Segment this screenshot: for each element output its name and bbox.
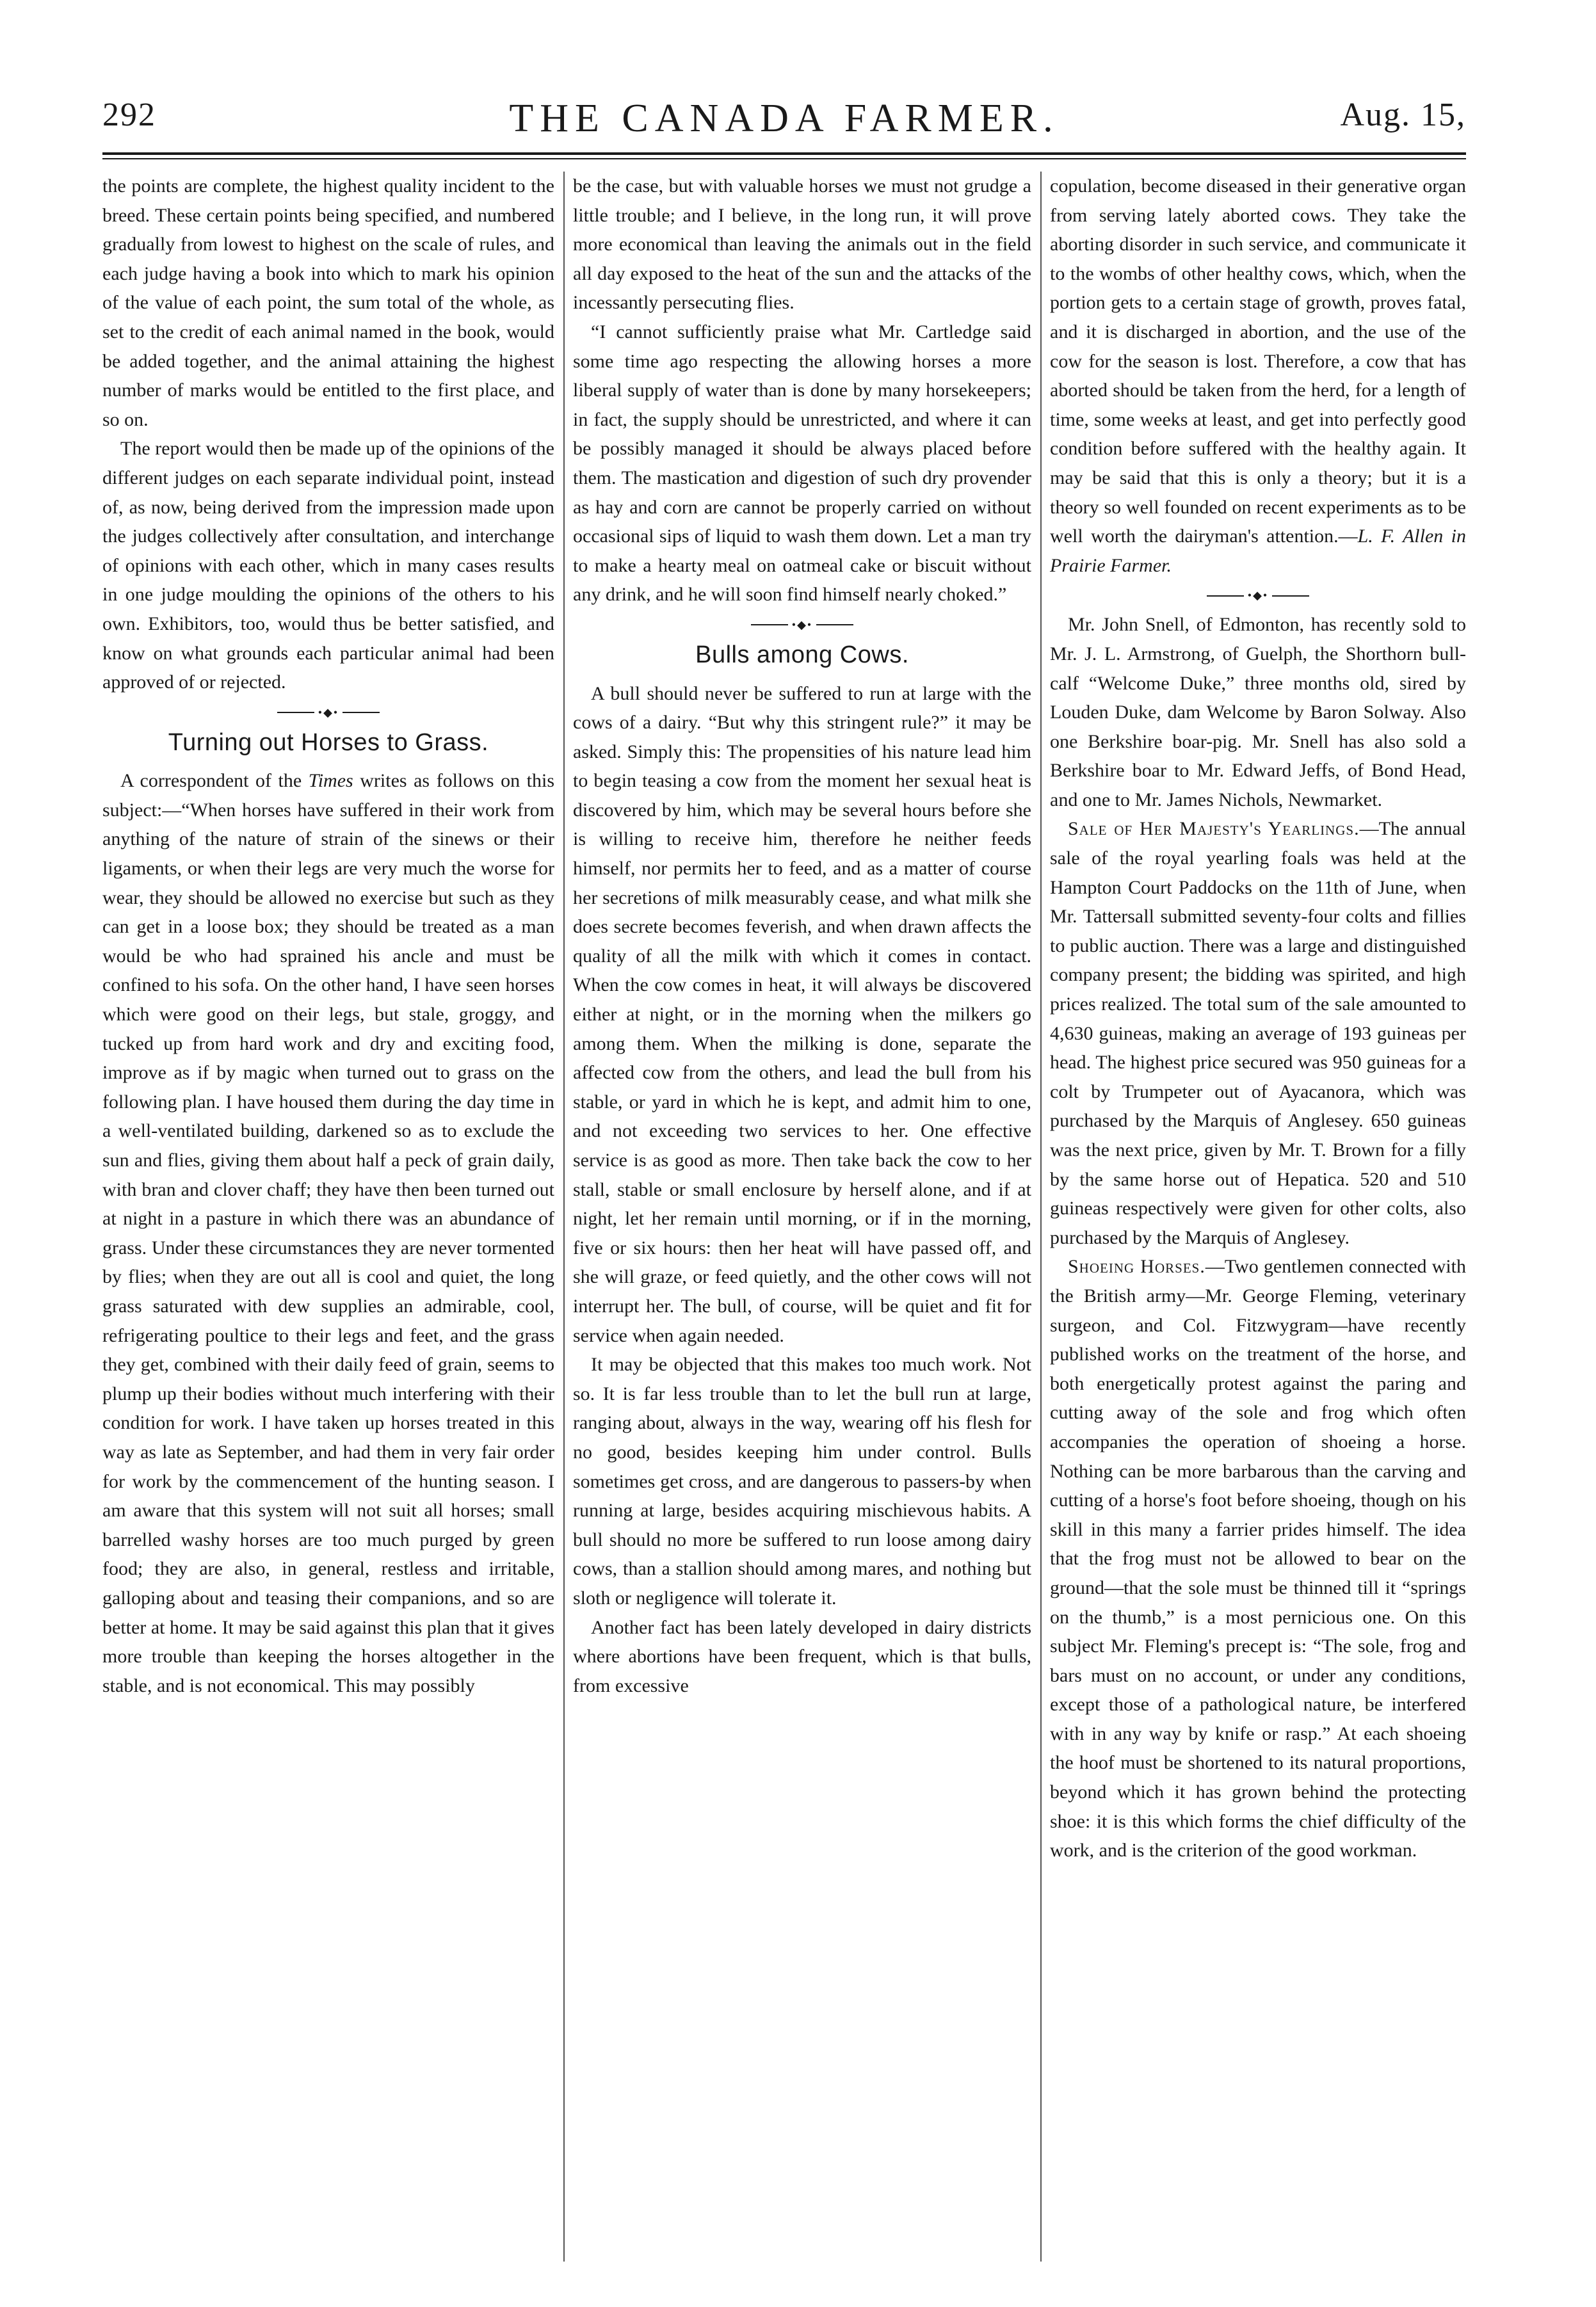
section-ornament: •◆• <box>573 615 1031 634</box>
column-2 <box>573 172 1031 1700</box>
paper-title: THE CANADA FARMER. <box>509 97 1060 140</box>
item-heading: Sale of Her Majesty's Yearlings. <box>1068 818 1360 840</box>
article-title-bulls-among-cows: Bulls among Cows. <box>695 641 909 668</box>
column-divider <box>1040 172 1042 2262</box>
paragraph: be the case, but with valuable horses we must not grudge a little trouble; and I believe, in the long run, it will prove more economical than leaving the animals out in the field all day exposed to the heat of the sun and the attacks of the incessantly persecuting flies. <box>573 175 1031 314</box>
paragraph: It may be objected that this makes too much work. Not so. It is far less trouble than to let the bull run at large, ranging about, always in the way, wearing off his flesh for no good, besides keeping him under control. Bulls sometimes get cross, and are dangerous to passers-by when running at large, besides acquiring mischievous habits. A bull should no more be suffered to run loose among dairy cows, than a stallion should among mares, and nothing but sloth or negligence will tolerate it. <box>573 1354 1031 1609</box>
issue-date: Aug. 15, <box>1340 97 1466 133</box>
paragraph: “I cannot sufficiently praise what Mr. Cartledge said some time ago respecting the allowing horses a more liberal supply of water than is done by many horsekeepers; in fact, the supply should be unrestricted, and where it can be possibly managed it should be always placed before them. The mastication and digestion of such dry provender as hay and corn are cannot be properly carried on without occasional sips of liquid to wash them down. Let a man try to make a hearty meal on oatmeal cake or biscuit without any drink, and he will soon find himself nearly choked.” <box>573 321 1031 606</box>
column-divider <box>563 172 565 2262</box>
paragraph: A bull should never be suffered to run at large with the cows of a dairy. “But why this stringent rule?” it may be asked. Simply this: The propensities of his nature lead him to begin teasing a cow from the moment her sexual heat is discovered by him, which may be several hours before she is willing to receive him, therefore he neither feeds himself, nor permits her to feed, and as a matter of course her secretions of milk measurably cease, and what milk she does secrete becomes feverish, and when drawn affects the quality of all the milk with which it comes in contact. When the cow comes in heat, it will always be discovered either at night, or in the morning when the milkers go among them. When the milking is done, separate the affected cow from the others, and lead the bull from his stable, or yard in which he is kept, and admit him to one, and not exceeding two services to her. One effective service is as good as more. Then take back the cow to her stall, stable or small enclosure by herself alone, and if at night, let her remain until morning, or if in the morning, five or six hours: then her heat will have passed off, and she will graze, or feed quietly, and the other cows will not interrupt her. The bull, of course, will be quiet and fit for service when again needed. <box>573 682 1031 1346</box>
article-title-horses-to-grass: Turning out Horses to Grass. <box>168 728 489 756</box>
paragraph: copulation, become diseased in their generative organ from serving lately aborted cows. They take the aborting disorder in such service, and communicate it to the wombs of other healthy cows, which, when the portion gets to a certain stage of growth, proves fatal, and it is discharged in abortion, and the use of the cow for the season is lost. Therefore, a cow that has aborted should be taken from the herd, for a length of time, some weeks at least, and get into perfectly good condition before suffered with the healthy again. It may be said that this is only a theory; but it is a theory so well founded on recent experiments as to be well worth the dairyman's attention.—L. F. Allen in Prairie Farmer. <box>1050 175 1466 576</box>
paragraph: the points are complete, the highest quality incident to the breed. These certain points being specified, and numbered gradually from lowest to highest on the scale of rules, and each judge having a book into which to mark his opinion of the value of each point, the sum total of the whole, as set to the credit of each animal named in the book, would be added together, and the animal attaining the highest number of marks would be entitled to the first place, and so on. <box>102 175 554 430</box>
item-heading: Shoeing Horses. <box>1068 1256 1205 1278</box>
section-ornament: •◆• <box>1050 585 1466 605</box>
paragraph: Mr. John Snell, of Edmonton, has recently sold to Mr. J. L. Armstrong, of Guelph, the Shorthorn bull-calf “Welcome Duke,” three months old, sired by Louden Duke, dam Welcome by Baron Solway. Also one Berkshire boar-pig. Mr. Snell has also sold a Berkshire boar to Mr. Edward Jeffs, of Bond Head, and one to Mr. James Nichols, Newmarket. <box>1050 614 1466 810</box>
newspaper-name: Times <box>308 770 353 792</box>
column-1 <box>102 172 554 1700</box>
paragraph: A correspondent of the Times writes as follows on this subject:—“When horses have suffered in their work from anything of the nature of strain of the sinews or their ligaments, or when their legs are very much the worse for wear, they should be allowed no exercise but such as they can get in a loose box; they should be treated as a man would be who had sprained his ancle and must be confined to his sofa. On the other hand, I have seen horses which were good on their legs, but stale, groggy, and tucked up from hard work and dry and exciting food, improve as if by magic when turned out to grass on the following plan. I have housed them during the day time in a well-ventilated building, darkened so as to exclude the sun and flies, giving them about half a peck of grain daily, with bran and clover chaff; they have then been turned out at night in a pasture in which there was an abundance of grass. Under these circumstances they are never tormented by flies; when they are out all is cool and quiet, the long grass saturated with dew supplies an admirable, cool, refrigerating poultice to their legs and feet, and the grass they get, combined with their daily feed of grain, seems to plump up their bodies without much interfering with their condition for work. I have taken up horses treated in this way as late as September, and had them in very fair order for work by the commencement of the hunting season. I am aware that this system will not suit all horses; small barrelled washy horses are too much purged by green food; they are also, in general, restless and irritable, galloping about and teasing their companions, and so are better at home. It may be said against this plan that it gives more trouble than keeping the horses altogether in the stable, and is not economical. This may possibly <box>102 770 554 1696</box>
paragraph: Sale of Her Majesty's Yearlings.—The annual sale of the royal yearling foals was held at the Hampton Court Paddocks on the 11th of June, when Mr. Tattersall submitted seventy-four colts and fillies to public auction. There was a large and distinguished company present; the bidding was spirited, and high prices realized. The total sum of the sale amounted to 4,630 guineas, making an average of 193 guineas per head. The highest price secured was 950 guineas for a colt by Trumpeter out of Ayacanora, which was purchased by the Marquis of Anglesey. 650 guineas was the next price, given by Mr. T. Brown for a filly by the same horse out of Hepatica. 520 and 510 guineas respectively were given for other colts, also purchased by the Marquis of Anglesey. <box>1050 818 1466 1248</box>
paragraph: Another fact has been lately developed in dairy districts where abortions have been frequent, which is that bulls, from excessive <box>573 1616 1031 1696</box>
page-header <box>102 96 1466 154</box>
section-ornament: •◆• <box>102 702 554 722</box>
page-number: 292 <box>102 97 156 133</box>
paragraph: Shoeing Horses.—Two gentlemen connected with the British army—Mr. George Fleming, veterinary surgeon, and Col. Fitzwygram—have recently published works on the treatment of the horse, and both energetically protest against the paring and cutting away of the sole and frog which often accompanies the operation of shoeing a horse. Nothing can be more barbarous than the carving and cutting of a horse's foot before shoeing, though on his skill in this many a farrier prides himself. The idea that the frog must not be allowed to bear on the ground—that the sole must be thinned till it “springs on the thumb,” is a most pernicious one. On this subject Mr. Fleming's precept is: “The sole, frog and bars must on no account, or under any conditions, except those of a pathological nature, be interfered with in any way by knife or rasp.” At each shoeing the hoof must be shortened to its natural proportions, beyond which it has grown behind the protecting shoe: it is this which forms the chief difficulty of the work, and is the criterion of the good workman. <box>1050 1256 1466 1861</box>
column-3 <box>1050 172 1466 1865</box>
header-rule <box>102 152 1466 159</box>
source-credit: L. F. Allen in Prairie Farmer. <box>1050 526 1466 576</box>
paragraph: The report would then be made up of the opinions of the different judges on each separate individual point, instead of, as now, being derived from the impression made upon the judges collectively after consultation, and interchange of opinions with each other, which in many cases results in one judge moulding the opinions of the others to his own. Exhibitors, too, would thus be better satisfied, and know on what grounds each particular animal had been approved of or rejected. <box>102 438 554 693</box>
